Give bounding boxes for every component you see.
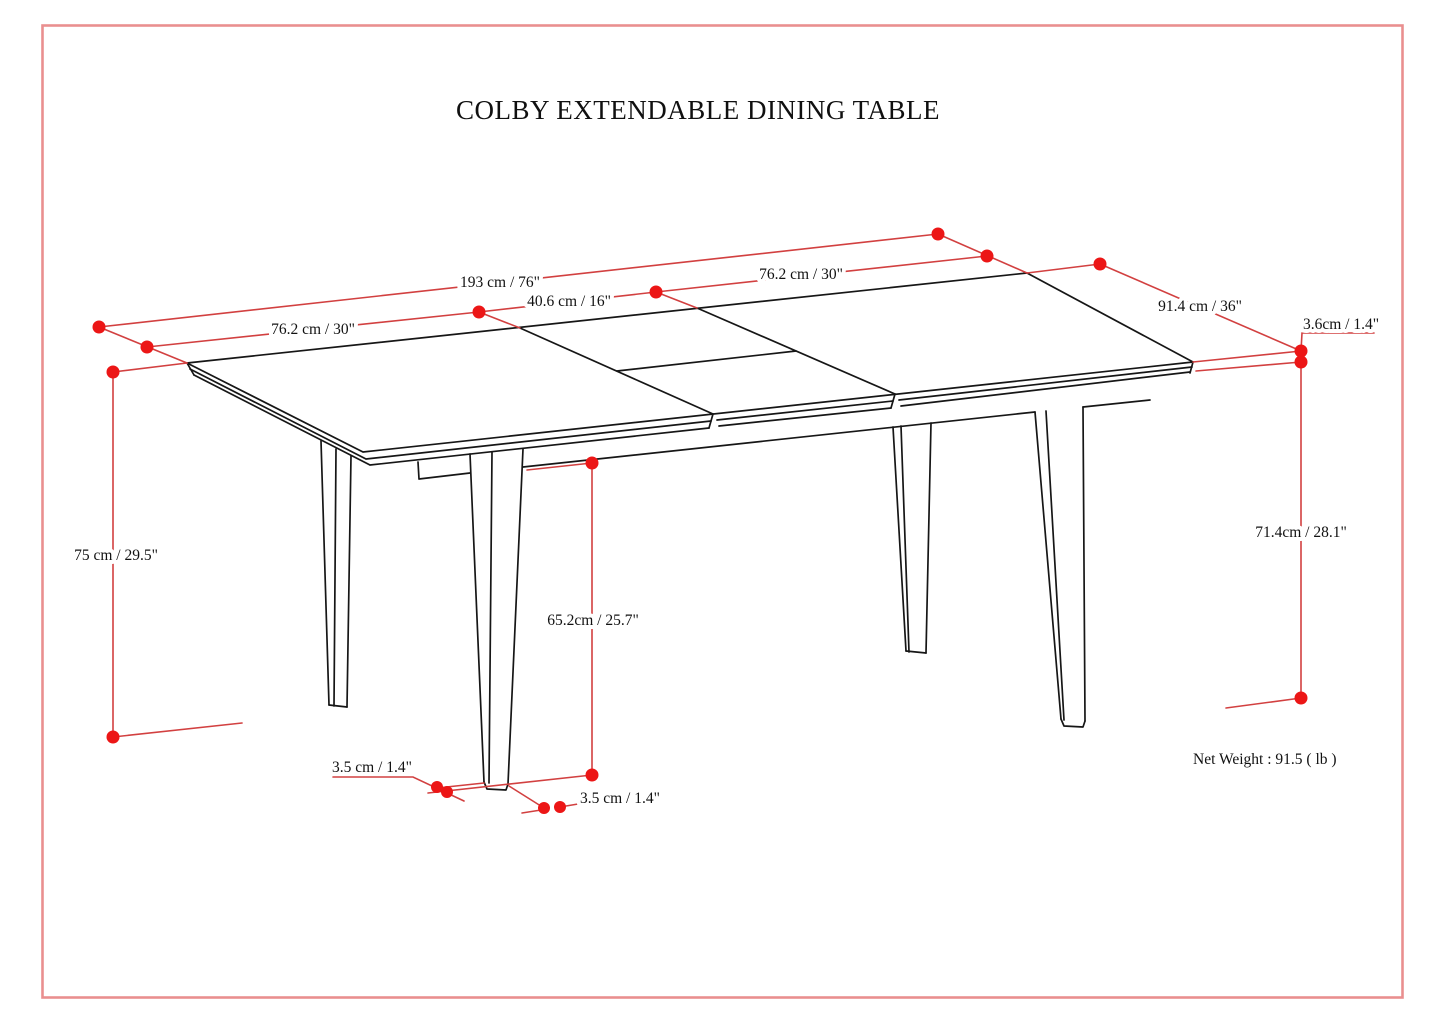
leg-back-right bbox=[893, 423, 931, 653]
dimension-dot bbox=[473, 306, 486, 319]
dim-leg-front-diag bbox=[509, 786, 544, 808]
dim-thickness-leader bbox=[1301, 333, 1374, 351]
witness-left-height-top bbox=[113, 363, 187, 372]
dimension-dot bbox=[1094, 258, 1107, 271]
page-title: COLBY EXTENDABLE DINING TABLE bbox=[455, 95, 941, 125]
dimension-dots bbox=[93, 228, 1308, 815]
dimension-dot bbox=[554, 801, 566, 813]
witness-leg-height-top bbox=[527, 463, 592, 470]
dimension-dot bbox=[93, 321, 106, 334]
label-right-section-width: 76.2 cm / 30" bbox=[759, 266, 843, 283]
page-border-frame bbox=[43, 26, 1403, 998]
leaf-center-divider bbox=[617, 351, 796, 371]
label-overall-length: 193 cm / 76" bbox=[460, 274, 540, 291]
dimension-dot bbox=[932, 228, 945, 241]
dimension-dot bbox=[107, 366, 120, 379]
leg-front-right bbox=[1035, 407, 1085, 727]
witness-thickness-bottom bbox=[1196, 362, 1301, 371]
label-net-weight: Net Weight : 91.5 ( lb ) bbox=[1193, 751, 1337, 768]
edge-bevel-lower bbox=[194, 372, 1190, 465]
label-top-thickness: 3.6cm / 1.4" bbox=[1303, 316, 1380, 333]
dimension-dot bbox=[538, 802, 550, 814]
table-drawing bbox=[187, 273, 1193, 790]
leg-front-left bbox=[470, 449, 523, 790]
witness-leaf-right bbox=[656, 292, 697, 308]
dimension-dot bbox=[141, 341, 154, 354]
dimension-dot bbox=[981, 250, 994, 263]
dimension-dot bbox=[586, 457, 599, 470]
label-overall-height: 75 cm / 29.5" bbox=[74, 547, 158, 564]
diagram-labels bbox=[74, 95, 1379, 807]
label-depth: 91.4 cm / 36" bbox=[1158, 298, 1242, 315]
label-left-section-width: 76.2 cm / 30" bbox=[271, 321, 355, 338]
dimension-dot bbox=[441, 786, 453, 798]
dimension-dot bbox=[1295, 356, 1308, 369]
edge-bevel-upper bbox=[190, 367, 1192, 459]
witness-depth-back bbox=[1027, 264, 1100, 273]
witness-leaf-left bbox=[479, 312, 520, 328]
dimension-dot bbox=[586, 769, 599, 782]
floor-line-right bbox=[1226, 698, 1301, 708]
floor-line-left bbox=[113, 723, 242, 737]
leg-back-left bbox=[321, 441, 351, 707]
label-leg-thickness-front: 3.5 cm / 1.4" bbox=[580, 790, 660, 807]
label-leg-height: 65.2cm / 25.7" bbox=[547, 612, 639, 629]
witness-depth-front bbox=[1193, 351, 1301, 362]
label-underside-clearance: 71.4cm / 28.1" bbox=[1255, 524, 1347, 541]
dim-leg-front-tail bbox=[522, 810, 541, 813]
dimension-dot bbox=[107, 731, 120, 744]
label-leaf-width: 40.6 cm / 16" bbox=[527, 293, 611, 310]
label-leg-thickness-side: 3.5 cm / 1.4" bbox=[332, 759, 412, 776]
dimension-dot bbox=[650, 286, 663, 299]
dimension-dot bbox=[1295, 692, 1308, 705]
